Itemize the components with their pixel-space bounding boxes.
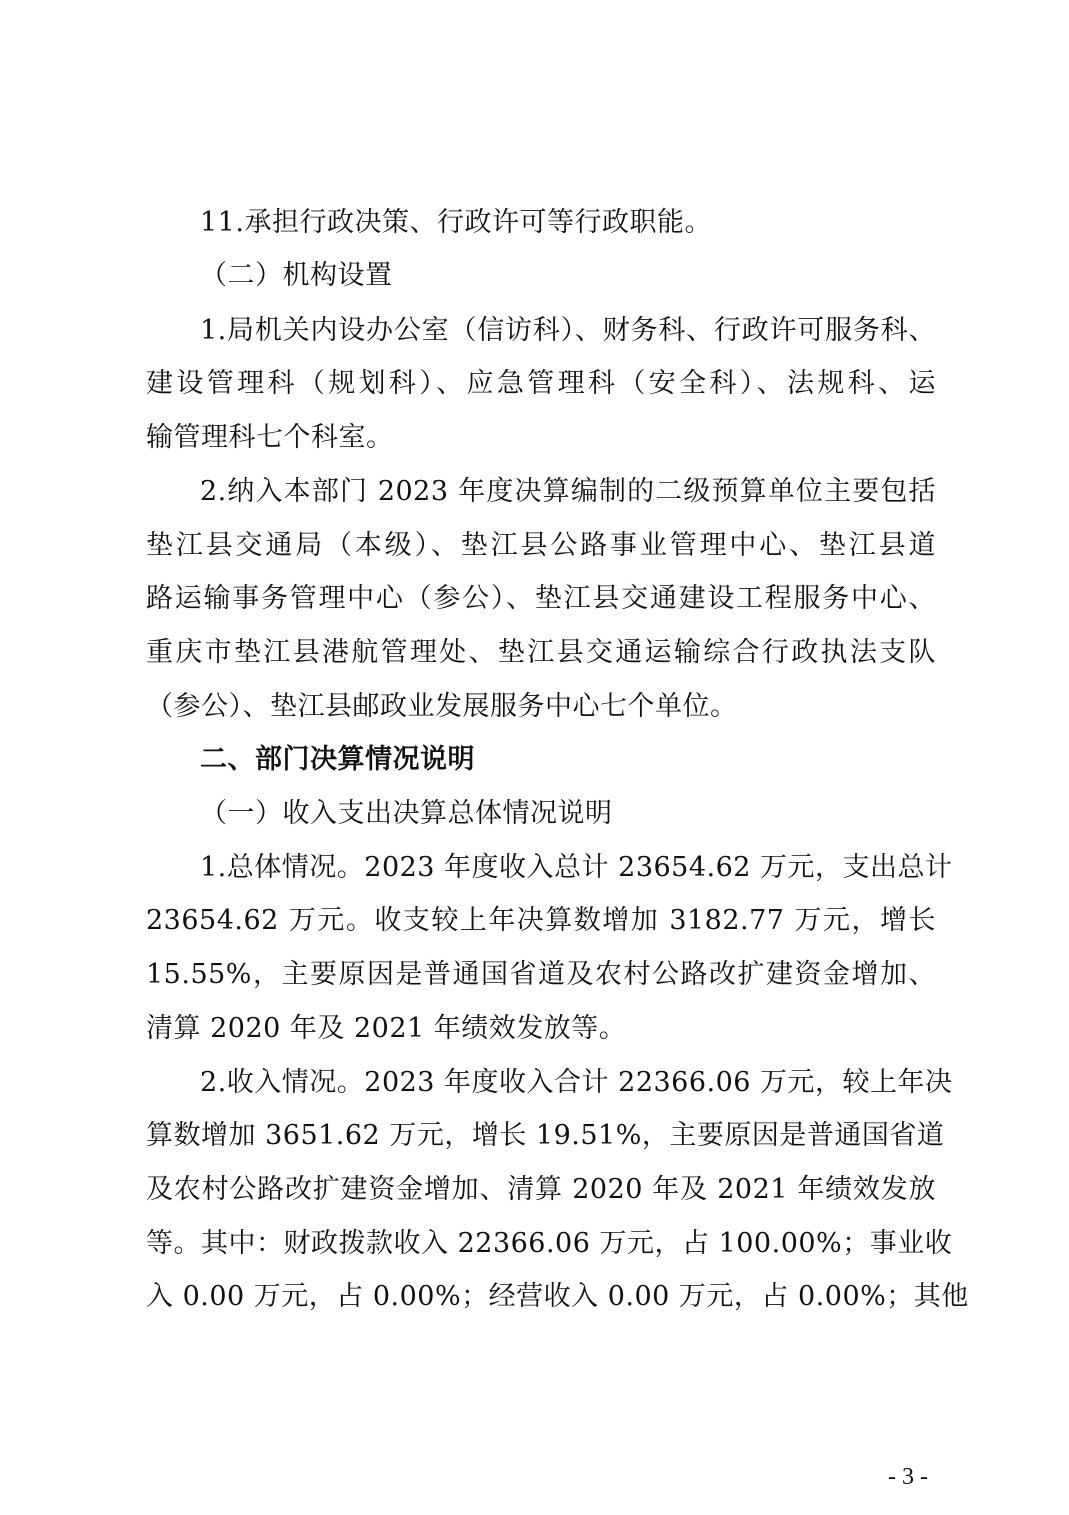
paragraph-line: （参公）、垫江县邮政业发展服务中心七个单位。 — [146, 691, 738, 722]
paragraph-line: 15.55%，主要原因是普通国省道及农村公路改扩建资金增加、 — [146, 959, 936, 990]
paragraph-line: 23654.62 万元。收支较上年决算数增加 3182.77 万元，增长 — [146, 905, 936, 936]
paragraph-line: 2.纳入本部门 2023 年度决算编制的二级预算单位主要包括 — [200, 476, 936, 507]
paragraph-line: 建设管理科（规划科）、应急管理科（安全科）、法规科、运 — [146, 368, 936, 399]
paragraph-line: 清算 2020 年及 2021 年绩效发放等。 — [146, 1013, 627, 1044]
paragraph-line: 路运输事务管理中心（参公）、垫江县交通建设工程服务中心、 — [146, 583, 936, 614]
section-heading: 二、部门决算情况说明 — [200, 744, 475, 775]
paragraph-line: 算数增加 3651.62 万元，增长 19.51%，主要原因是普通国省道 — [146, 1120, 945, 1151]
page-number: - 3 - — [888, 1464, 928, 1490]
paragraph-line: 重庆市垫江县港航管理处、垫江县交通运输综合行政执法支队 — [146, 637, 936, 668]
paragraph-line: 2.收入情况。2023 年度收入合计 22366.06 万元，较上年决 — [200, 1067, 953, 1098]
paragraph-line: 及农村公路改扩建资金增加、清算 2020 年及 2021 年绩效发放 — [146, 1174, 936, 1205]
paragraph-line: 1.局机关内设办公室（信访科）、财务科、行政许可服务科、 — [200, 315, 936, 346]
paragraph-line: 垫江县交通局（本级）、垫江县公路事业管理中心、垫江县道 — [146, 530, 936, 561]
paragraph-line: 1.总体情况。2023 年度收入总计 23654.62 万元，支出总计 — [200, 852, 953, 883]
paragraph-line: 11.承担行政决策、行政许可等行政职能。 — [200, 207, 712, 238]
paragraph-line: 输管理科七个科室。 — [146, 422, 394, 453]
paragraph-line: 等。其中：财政拨款收入 22366.06 万元，占 100.00%；事业收 — [146, 1228, 953, 1259]
paragraph-line: 入 0.00 万元，占 0.00%；经营收入 0.00 万元，占 0.00%；其他 — [146, 1281, 969, 1312]
subsection-heading: （一）收入支出决算总体情况说明 — [200, 798, 613, 829]
section-heading: （二）机构设置 — [200, 260, 393, 291]
